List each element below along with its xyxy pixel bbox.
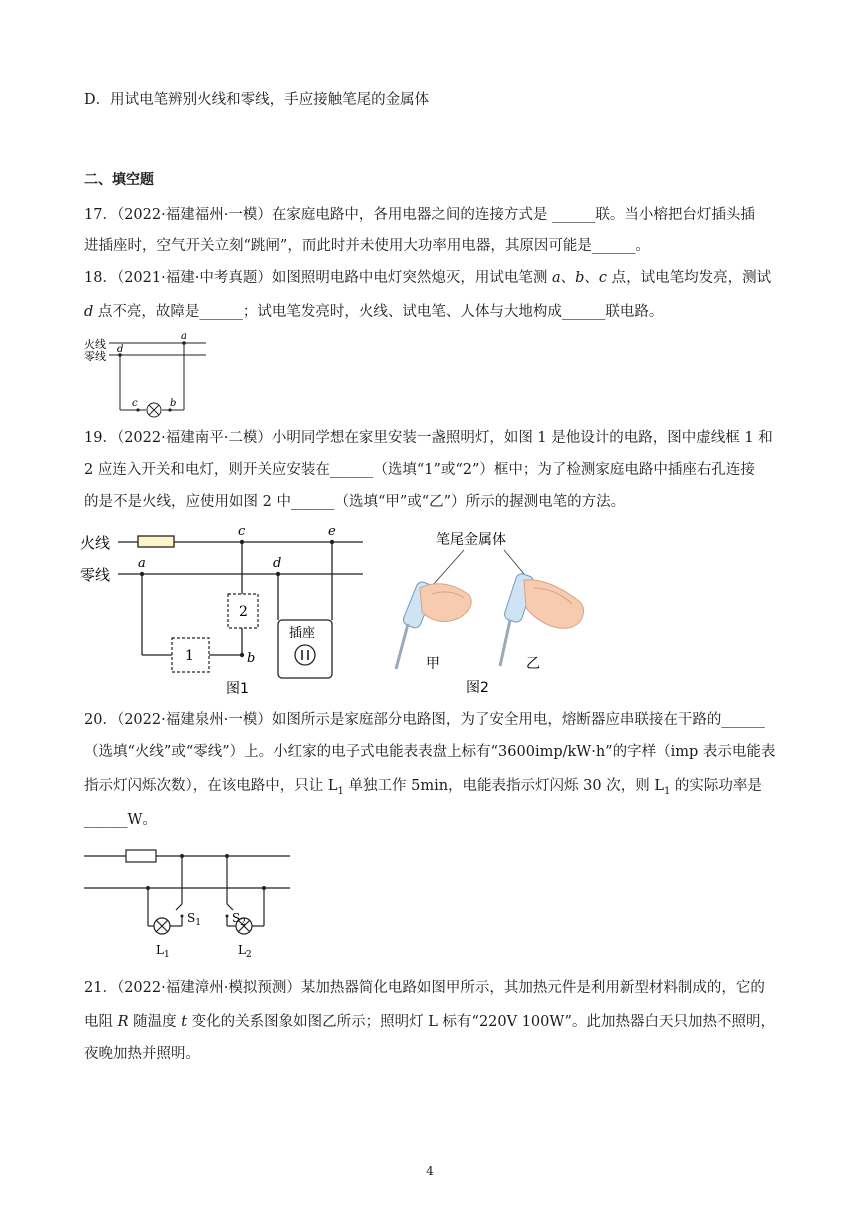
switch-s1-label: $S_1$ [187, 911, 201, 928]
live-wire-label: 火线 [84, 338, 106, 351]
q21-line3: 夜晚加热并照明。 [84, 1046, 200, 1062]
q21-text-a: 电阻 [84, 1014, 118, 1030]
var-r: R [117, 1014, 129, 1030]
figure-2-caption: 图2 [466, 680, 489, 696]
q20-line4: ______W。 [84, 812, 157, 828]
figure-1-caption: 图1 [226, 681, 249, 697]
lamp-l2-label: $L_2$ [238, 943, 252, 960]
box-2-label: 2 [239, 604, 248, 620]
label-yi: 乙 [526, 656, 540, 672]
socket-label: 插座 [289, 626, 316, 641]
point-c: c [132, 398, 138, 409]
var-d: d [84, 304, 94, 320]
neutral-wire-label: 零线 [84, 350, 106, 363]
q17-line1: 17．（2022·福建福州·一模）在家庭电路中，各用电器之间的连接方式是 ______联。当小榕把台灯插头插 [84, 207, 755, 223]
point-d: d [117, 344, 124, 355]
q19-line1: 19．（2022·福建南平·二模）小明同学想在家里安装一盏照明灯，如图 1 是他设计的电路，图中虚线框 1 和 [84, 430, 773, 446]
q17-line2: 进插座时，空气开关立刻“跳闸”，而此时并未使用大功率用电器，其原因可能是______。 [84, 238, 650, 254]
section-heading: 二、填空题 [84, 172, 154, 188]
point-b: b [170, 398, 177, 409]
sep: 、 [584, 270, 599, 286]
var-t: t [181, 1014, 188, 1030]
q21-line1: 21．（2022·福建漳州·模拟预测）某加热器简化电路如图甲所示，其加热元件是利用新型材料制成的，它的 [84, 980, 765, 996]
q20-text-c: 的实际功率是 [670, 778, 762, 794]
q18-text-a: 18．（2021·福建·中考真题）如图照明电路中电灯突然熄灭，用试电笔测 [84, 270, 552, 286]
q20-text-a: 指示灯闪烁次数），在该电路中，只让 L [84, 778, 338, 794]
q20-text-b: 单独工作 5min，电能表指示灯闪烁 30 次，则 L [343, 778, 664, 794]
point-d: d [273, 556, 282, 571]
q18-line1 [84, 268, 784, 288]
var-a: a [551, 270, 561, 286]
q20-line3 [84, 776, 784, 802]
point-a: a [138, 556, 146, 571]
neutral-wire-label: 零线 [80, 566, 111, 584]
point-a: a [181, 331, 187, 342]
q19-line2: 2 应连入开关和电灯，则开关应安装在______（选填“1”或“2”）框中；为了检测家庭电路中插座右孔连接 [84, 462, 755, 478]
switch-s2-label: $S_2$ [232, 911, 246, 928]
q18-text-b: 点，试电笔均发亮，测试 [607, 270, 772, 286]
box-1-label: 1 [185, 648, 194, 664]
q20-line1: 20．（2022·福建泉州·一模）如图所示是家庭部分电路图，为了安全用电，熔断器应串联接在干路的______ [84, 712, 765, 728]
point-e: e [328, 524, 336, 539]
q18-circuit-figure [82, 330, 222, 420]
live-wire-label: 火线 [80, 534, 111, 552]
point-c: c [238, 524, 246, 539]
var-b: b [575, 270, 585, 286]
lamp-l1-label: $L_1$ [156, 943, 170, 960]
page-number: 4 [426, 1164, 434, 1178]
q20-line2: （选填“火线”或“零线”）上。小红家的电子式电能表表盘上标有“3600imp/kW·h”的字样（imp 表示电能表 [84, 744, 776, 760]
q19-pen-figure-2 [384, 524, 594, 696]
hand-yi-icon [500, 572, 584, 666]
q18-text-c: 点不亮，故障是______；试电笔发亮时，火线、试电笔、人体与大地构成______联电路。 [93, 304, 664, 320]
label-jia: 甲 [426, 656, 440, 672]
q21-line2 [84, 1012, 784, 1032]
q19-circuit-figure-1 [78, 520, 368, 698]
pen-tail-metal-label: 笔尾金属体 [436, 532, 506, 548]
q19-line3: 的是不是火线，应使用如图 2 中______（选填“甲”或“乙”）所示的握测电笔的方法。 [84, 494, 626, 510]
subscript: 1 [337, 785, 344, 797]
subscript: 1 [663, 785, 671, 797]
q21-text-c: 变化的关系图象如图乙所示；照明灯 L 标有“220V 100W”。此加热器白天只加热不照明， [187, 1014, 775, 1030]
option-d: D．用试电笔辨别火线和零线，手应接触笔尾的金属体 [84, 92, 430, 108]
q18-line2 [84, 302, 784, 322]
var-c: c [598, 270, 608, 286]
q20-circuit-figure [82, 842, 302, 964]
sep: 、 [560, 270, 576, 286]
point-b: b [247, 651, 256, 666]
q21-text-b: 随温度 [128, 1014, 182, 1030]
